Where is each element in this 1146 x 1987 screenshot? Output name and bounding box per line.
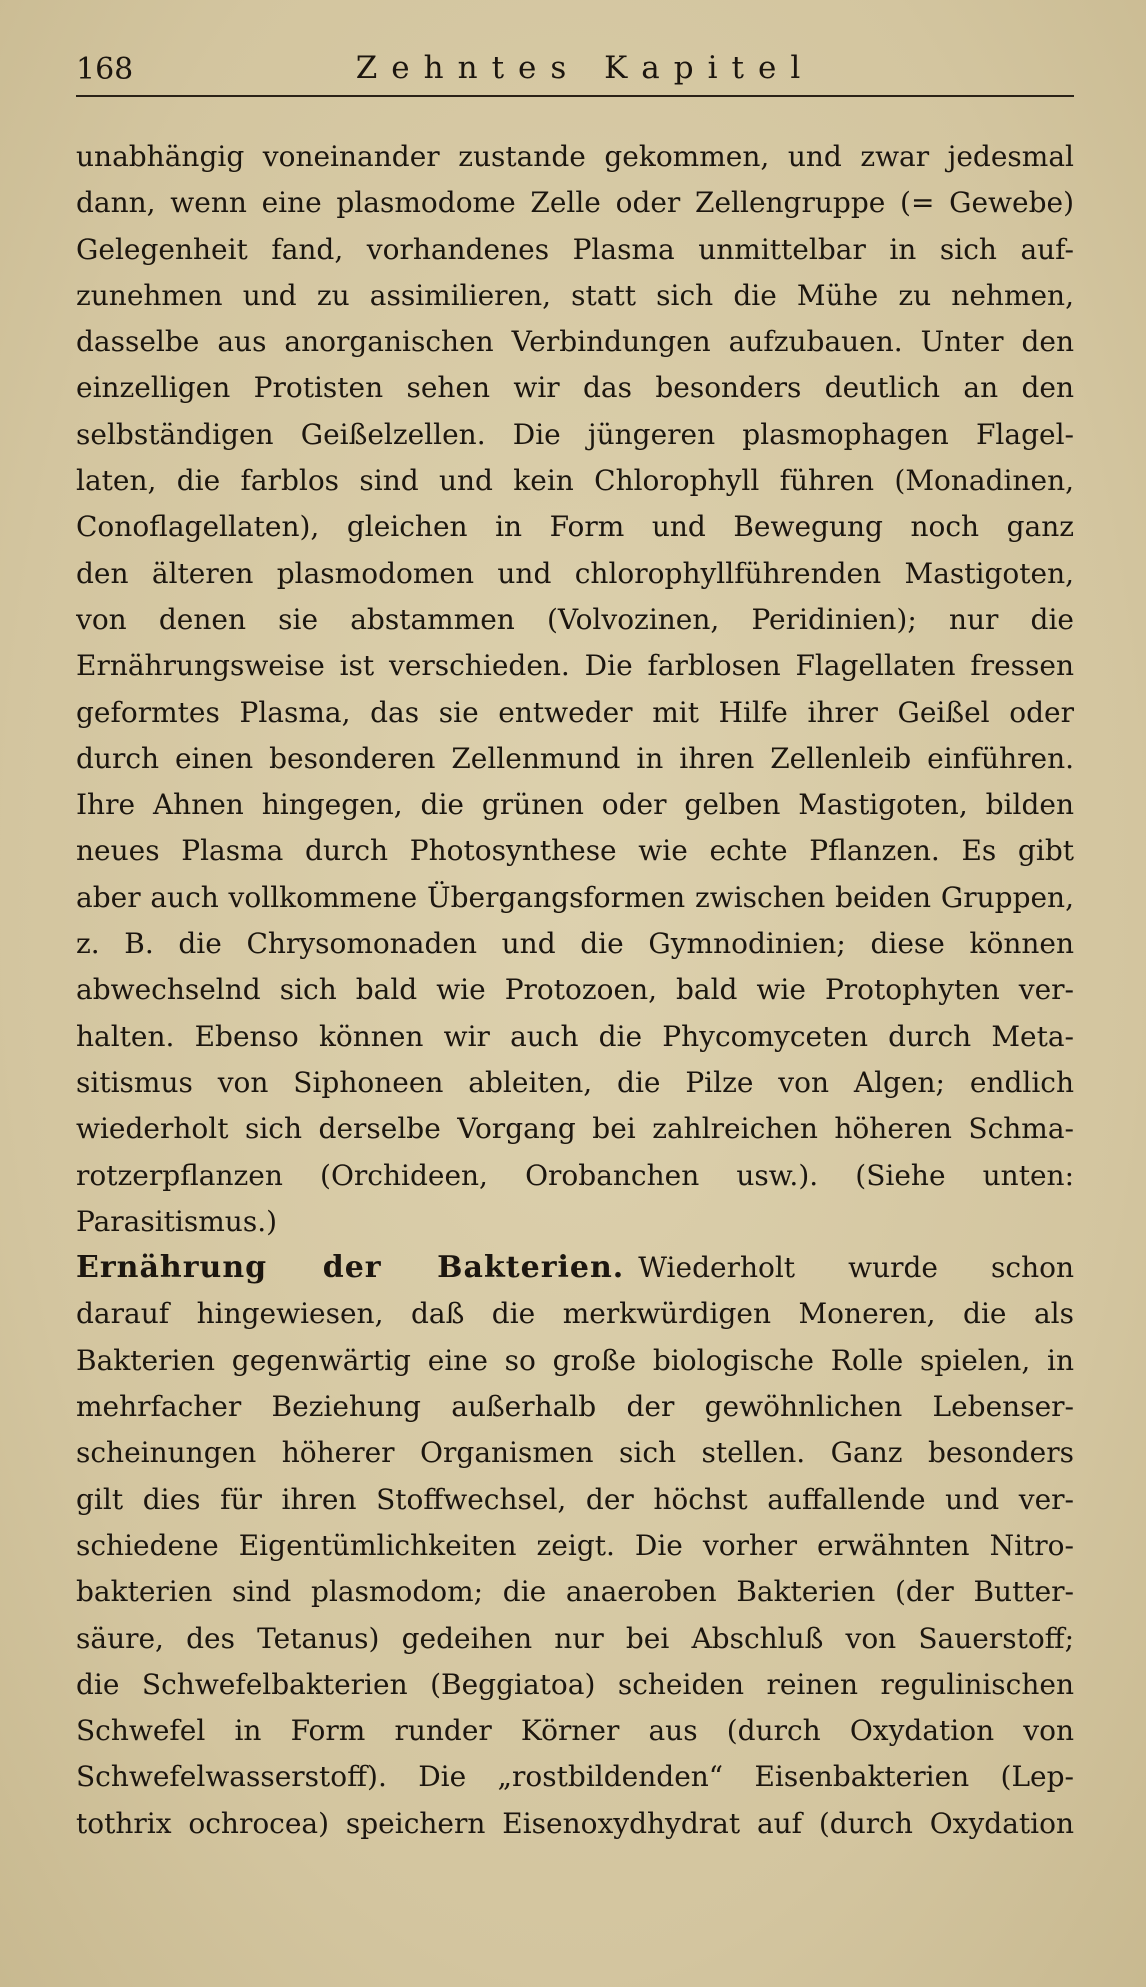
text-line: rotzerpflanzen (Orchideen, Orobanchen usw.). (Siehe unten: (76, 1158, 1074, 1192)
text-line: mehrfacher Beziehung außerhalb der gewöhnlichen Lebenser- (76, 1390, 1074, 1424)
section-heading: Ernährung der Bakterien. (76, 1250, 625, 1286)
paragraph (76, 134, 1074, 1245)
text-line: Ernährungsweise ist verschieden. Die farblosen Flagellaten fressen (76, 649, 1074, 683)
text-line: Gelegenheit fand, vorhandenes Plasma unmittelbar in sich auf- (76, 232, 1074, 266)
text-line: Bakterien gegenwärtig eine so große biologische Rolle spielen, in (76, 1343, 1074, 1377)
text-line: Parasitismus.) (76, 1204, 278, 1238)
text-line: dasselbe aus anorganischen Verbindungen aufzubauen. Unter den (76, 325, 1074, 359)
page-number: 168 (76, 52, 134, 87)
text-line: laten, die farblos sind und kein Chlorophyll führen (Monadinen, (76, 464, 1074, 498)
text-line: Ihre Ahnen hingegen, die grünen oder gelben Mastigoten, bilden (76, 788, 1074, 822)
text-line: geformtes Plasma, das sie entweder mit Hilfe ihrer Geißel oder (76, 695, 1074, 729)
text-line: den älteren plasmodomen und chlorophyllführenden Mastigoten, (76, 556, 1074, 590)
text-line: Conoflagellaten), gleichen in Form und Bewegung noch ganz (76, 510, 1074, 544)
section-first-line (76, 1245, 1074, 1291)
page-header (76, 48, 1074, 96)
text-line: z. B. die Chrysomonaden und die Gymnodinien; diese können (76, 927, 1074, 961)
text-line: halten. Ebenso können wir auch die Phycomyceten durch Meta- (76, 1019, 1074, 1053)
text-line: abwechselnd sich bald wie Protozoen, bald wie Protophyten ver- (76, 973, 1074, 1007)
text-line: die Schwefelbakterien (Beggiatoa) scheiden reinen regulinischen (76, 1667, 1074, 1701)
text-line: zunehmen und zu assimilieren, statt sich die Mühe zu nehmen, (76, 278, 1074, 312)
text-line: tothrix ochrocea) speichern Eisenoxydhydrat auf (durch Oxydation (76, 1806, 1074, 1840)
text-line: wiederholt sich derselbe Vorgang bei zahlreichen höheren Schma- (76, 1112, 1074, 1146)
text-line: Schwefel in Form runder Körner aus (durch Oxydation von (76, 1714, 1074, 1748)
text-line: neues Plasma durch Photosynthese wie echte Pflanzen. Es gibt (76, 834, 1074, 868)
text-run: Wiederholt wurde schon (638, 1251, 1074, 1285)
text-line: dann, wenn eine plasmodome Zelle oder Zellengruppe (= Gewebe) (76, 186, 1074, 220)
text-line: gilt dies für ihren Stoffwechsel, der höchst auffallende und ver- (76, 1482, 1074, 1516)
running-title: Zehntes Kapitel (355, 50, 815, 86)
text-line: von denen sie abstammen (Volvozinen, Peridinien); nur die (76, 602, 1074, 636)
text-line: darauf hingewiesen, daß die merkwürdigen Moneren, die als (76, 1297, 1074, 1331)
text-line: sitismus von Siphoneen ableiten, die Pilze von Algen; endlich (76, 1065, 1074, 1099)
text-line: scheinungen höherer Organismen sich stellen. Ganz besonders (76, 1436, 1074, 1470)
body-text (76, 134, 1074, 1847)
text-line: selbständigen Geißelzellen. Die jüngeren plasmophagen Flagel- (76, 417, 1074, 451)
paragraph (76, 1245, 1074, 1847)
text-line: bakterien sind plasmodom; die anaeroben Bakterien (der Butter- (76, 1575, 1074, 1609)
text-line: unabhängig voneinander zustande gekommen, und zwar jedesmal (76, 140, 1074, 173)
header-rule (76, 95, 1074, 97)
text-line: einzelligen Protisten sehen wir das besonders deutlich an den (76, 371, 1074, 405)
text-line: schiedene Eigentümlichkeiten zeigt. Die vorher erwähnten Nitro- (76, 1528, 1074, 1562)
text-line: durch einen besonderen Zellenmund in ihren Zellenleib einführen. (76, 741, 1074, 775)
text-line: aber auch vollkommene Übergangsformen zwischen beiden Gruppen, (76, 880, 1074, 914)
text-line: Schwefelwasserstoff). Die „rostbildenden“ Eisenbakterien (Lep- (76, 1760, 1074, 1794)
text-line: säure, des Tetanus) gedeihen nur bei Abschluß von Sauerstoff; (76, 1621, 1074, 1655)
